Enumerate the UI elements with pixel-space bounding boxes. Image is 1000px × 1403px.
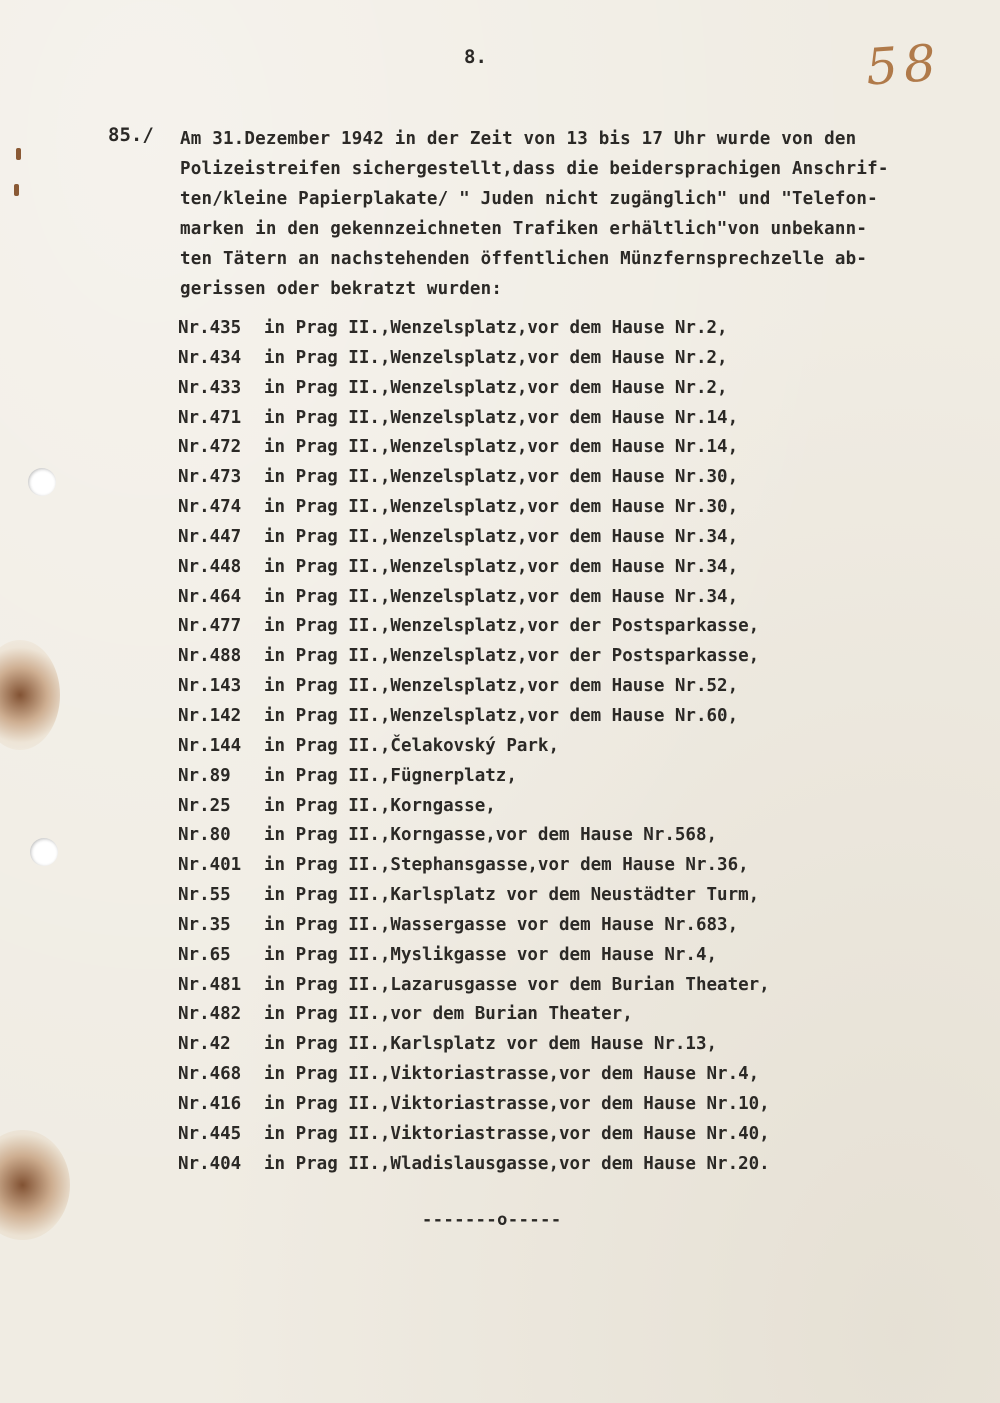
list-item	[178, 1090, 878, 1120]
booth-number: Nr.434	[178, 347, 242, 368]
booth-location: in Prag II.,Wenzelsplatz,vor dem Hause Nr.30,	[264, 467, 739, 488]
booth-number: Nr.80	[178, 825, 231, 846]
booth-number: Nr.474	[178, 497, 242, 518]
booth-number: Nr.482	[178, 1004, 242, 1025]
booth-number: Nr.445	[178, 1123, 242, 1144]
list-item	[178, 463, 878, 493]
list-item	[178, 583, 878, 613]
paragraph-line: gerissen oder bekratzt wurden:	[180, 279, 503, 299]
list-item	[178, 881, 878, 911]
booth-location: in Prag II.,Wassergasse vor dem Hause Nr.683,	[264, 914, 739, 935]
entry-number: 85./	[108, 124, 154, 146]
booth-location: in Prag II.,Korngasse,vor dem Hause Nr.568,	[264, 825, 718, 846]
booth-number: Nr.142	[178, 705, 242, 726]
list-item	[178, 911, 878, 941]
booth-number: Nr.447	[178, 526, 242, 547]
booth-number: Nr.89	[178, 765, 231, 786]
booth-number: Nr.25	[178, 795, 231, 816]
booth-location: in Prag II.,Wenzelsplatz,vor dem Hause Nr.2,	[264, 377, 728, 398]
booth-location: in Prag II.,Wenzelsplatz,vor dem Hause Nr.2,	[264, 347, 728, 368]
list-item	[178, 1150, 878, 1180]
list-item	[178, 1000, 878, 1030]
list-item	[178, 1060, 878, 1090]
booth-location: in Prag II.,Karlsplatz vor dem Hause Nr.13,	[264, 1034, 718, 1055]
booth-location: in Prag II.,Lazarusgasse vor dem Burian Theater,	[264, 974, 770, 995]
booth-location: in Prag II.,Wenzelsplatz,vor dem Hause Nr.14,	[264, 437, 739, 458]
booth-number: Nr.472	[178, 437, 242, 458]
paragraph-line: marken in den gekennzeichneten Trafiken erhältlich"von unbekann-	[180, 219, 868, 239]
end-mark: -------o-----	[422, 1210, 562, 1230]
list-item	[178, 971, 878, 1001]
booth-number: Nr.481	[178, 974, 242, 995]
booth-number: Nr.473	[178, 467, 242, 488]
list-item	[178, 404, 878, 434]
punch-hole	[30, 838, 58, 866]
booth-location: in Prag II.,Wenzelsplatz,vor dem Hause Nr.30,	[264, 497, 739, 518]
booth-number: Nr.65	[178, 944, 231, 965]
booth-number: Nr.448	[178, 556, 242, 577]
paragraph-line: Am 31.Dezember 1942 in der Zeit von 13 bis 17 Uhr wurde von den	[180, 129, 857, 149]
burn-mark	[0, 640, 60, 750]
ink-speck	[14, 184, 19, 196]
booth-location: in Prag II.,Fügnerplatz,	[264, 765, 517, 786]
booth-location: in Prag II.,Wladislausgasse,vor dem Hause Nr.20.	[264, 1153, 770, 1174]
booth-number: Nr.435	[178, 318, 242, 338]
list-item	[178, 642, 878, 672]
paragraph-line: Polizeistreifen sichergestellt,dass die beidersprachigen Anschrif-	[180, 159, 889, 179]
list-item	[178, 1030, 878, 1060]
booth-location: in Prag II.,Wenzelsplatz,vor dem Hause Nr.34,	[264, 556, 739, 577]
list-item	[178, 374, 878, 404]
booth-location: in Prag II.,Wenzelsplatz,vor dem Hause Nr.2,	[264, 318, 728, 338]
handwritten-folio-number: 58	[864, 33, 944, 97]
ink-speck	[16, 148, 21, 160]
booth-number: Nr.401	[178, 855, 242, 876]
list-item	[178, 732, 878, 762]
booth-location: in Prag II.,Myslikgasse vor dem Hause Nr.4,	[264, 944, 718, 965]
list-item	[178, 1120, 878, 1150]
list-item	[178, 821, 878, 851]
booth-number: Nr.404	[178, 1153, 242, 1174]
booth-location: in Prag II.,Stephansgasse,vor dem Hause Nr.36,	[264, 855, 749, 876]
booth-number: Nr.488	[178, 646, 242, 667]
paragraph-line: ten/kleine Papierplakate/ " Juden nicht zugänglich" und "Telefon-	[180, 189, 878, 209]
booth-number: Nr.42	[178, 1034, 231, 1055]
booth-number: Nr.35	[178, 914, 231, 935]
booth-location: in Prag II.,Wenzelsplatz,vor dem Hause Nr.34,	[264, 586, 739, 607]
list-item	[178, 433, 878, 463]
booth-number: Nr.143	[178, 676, 242, 697]
booth-number: Nr.477	[178, 616, 242, 637]
booth-location: in Prag II.,Wenzelsplatz,vor dem Hause Nr.60,	[264, 705, 739, 726]
list-item	[178, 792, 878, 822]
booth-location: in Prag II.,Viktoriastrasse,vor dem Hause Nr.40,	[264, 1123, 770, 1144]
list-item	[178, 762, 878, 792]
booth-location: in Prag II.,Čelakovský Park,	[264, 735, 560, 756]
booth-location: in Prag II.,Wenzelsplatz,vor dem Hause Nr.14,	[264, 407, 739, 428]
booth-location: in Prag II.,Wenzelsplatz,vor dem Hause Nr.34,	[264, 526, 739, 547]
list-item	[178, 523, 878, 553]
booth-location: in Prag II.,Viktoriastrasse,vor dem Hause Nr.4,	[264, 1064, 760, 1085]
paragraph-line: ten Tätern an nachstehenden öffentlichen Münzfernsprechzelle ab-	[180, 249, 868, 269]
booth-number: Nr.468	[178, 1064, 242, 1085]
booth-number: Nr.471	[178, 407, 242, 428]
booth-location: in Prag II.,Korngasse,	[264, 795, 496, 816]
booth-location: in Prag II.,Viktoriastrasse,vor dem Hause Nr.10,	[264, 1093, 770, 1114]
list-item	[178, 851, 878, 881]
list-item	[178, 612, 878, 642]
list-item	[178, 344, 878, 374]
list-item	[178, 314, 878, 344]
punch-hole	[28, 468, 56, 496]
list-item	[178, 941, 878, 971]
booth-location: in Prag II.,Karlsplatz vor dem Neustädter Turm,	[264, 885, 760, 906]
list-item	[178, 493, 878, 523]
burn-mark	[0, 1130, 70, 1240]
booth-location: in Prag II.,vor dem Burian Theater,	[264, 1004, 633, 1025]
booth-location: in Prag II.,Wenzelsplatz,vor der Postsparkasse,	[264, 616, 760, 637]
list-item	[178, 672, 878, 702]
booth-number: Nr.55	[178, 885, 231, 906]
page-number: 8.	[464, 46, 487, 68]
booth-location: in Prag II.,Wenzelsplatz,vor der Postsparkasse,	[264, 646, 760, 667]
booth-location: in Prag II.,Wenzelsplatz,vor dem Hause Nr.52,	[264, 676, 739, 697]
booth-number: Nr.416	[178, 1093, 242, 1114]
booth-number: Nr.433	[178, 377, 242, 398]
booth-list	[178, 314, 878, 1179]
booth-number: Nr.464	[178, 586, 242, 607]
list-item	[178, 702, 878, 732]
list-item	[178, 553, 878, 583]
booth-number: Nr.144	[178, 735, 242, 756]
entry-paragraph	[180, 124, 980, 304]
